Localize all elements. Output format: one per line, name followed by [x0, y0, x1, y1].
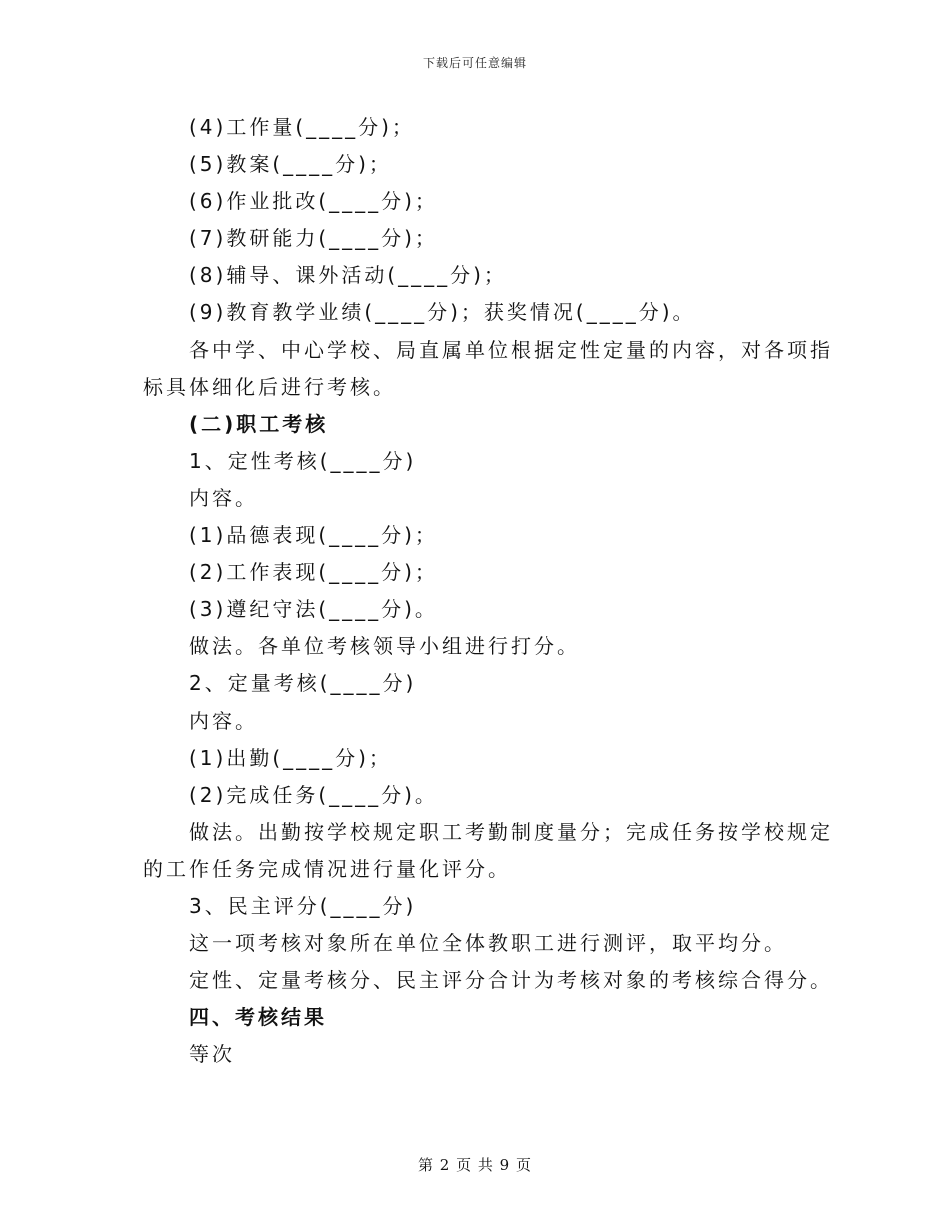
text-line-26: 等次	[189, 1042, 235, 1067]
text-line-6: (9)教育教学业绩(____分)；获奖情况(____分)。	[189, 300, 696, 325]
text-line-3: (6)作业批改(____分)；	[189, 189, 438, 214]
text-line-23: 这一项考核对象所在单位全体教职工进行测评，取平均分。	[189, 931, 787, 956]
section-heading-results: 四、考核结果	[189, 1005, 327, 1030]
text-line-22: 3、民主评分(____分)	[189, 893, 417, 918]
text-line-4: (7)教研能力(____分)；	[189, 226, 438, 251]
text-line-7: 各中学、中心学校、局直属单位根据定性定量的内容，对各项指	[189, 337, 833, 362]
text-line-12: (1)品德表现(____分)；	[189, 523, 438, 548]
text-line-1: (4)工作量(____分)；	[189, 115, 415, 139]
page-number: 第 2 页 共 9 页	[418, 1156, 532, 1174]
text-line-20: 做法。出勤按学校规定职工考勤制度量分；完成任务按学校规定	[189, 819, 833, 844]
text-line-15: 做法。各单位考核领导小组进行打分。	[189, 634, 580, 659]
text-line-10: 1、定性考核(____分)	[189, 448, 417, 473]
page-header: 下载后可任意编辑	[422, 56, 527, 70]
text-line-2: (5)教案(____分)；	[189, 152, 392, 177]
text-line-19: (2)完成任务(____分)。	[189, 782, 438, 807]
text-line-5: (8)辅导、课外活动(____分)；	[189, 263, 507, 288]
text-line-13: (2)工作表现(____分)；	[189, 560, 438, 585]
text-line-21: 的工作任务完成情况进行量化评分。	[143, 856, 511, 881]
text-line-16: 2、定量考核(____分)	[189, 671, 417, 696]
document-body	[143, 109, 833, 1073]
text-line-17: 内容。	[189, 708, 258, 733]
text-line-24: 定性、定量考核分、民主评分合计为考核对象的考核综合得分。	[189, 968, 833, 993]
text-line-8: 标具体细化后进行考核。	[143, 374, 396, 399]
section-heading-staff-assessment: (二)职工考核	[189, 411, 329, 436]
text-line-14: (3)遵纪守法(____分)。	[189, 597, 438, 622]
text-line-11: 内容。	[189, 485, 258, 510]
text-line-18: (1)出勤(____分)；	[189, 745, 392, 770]
